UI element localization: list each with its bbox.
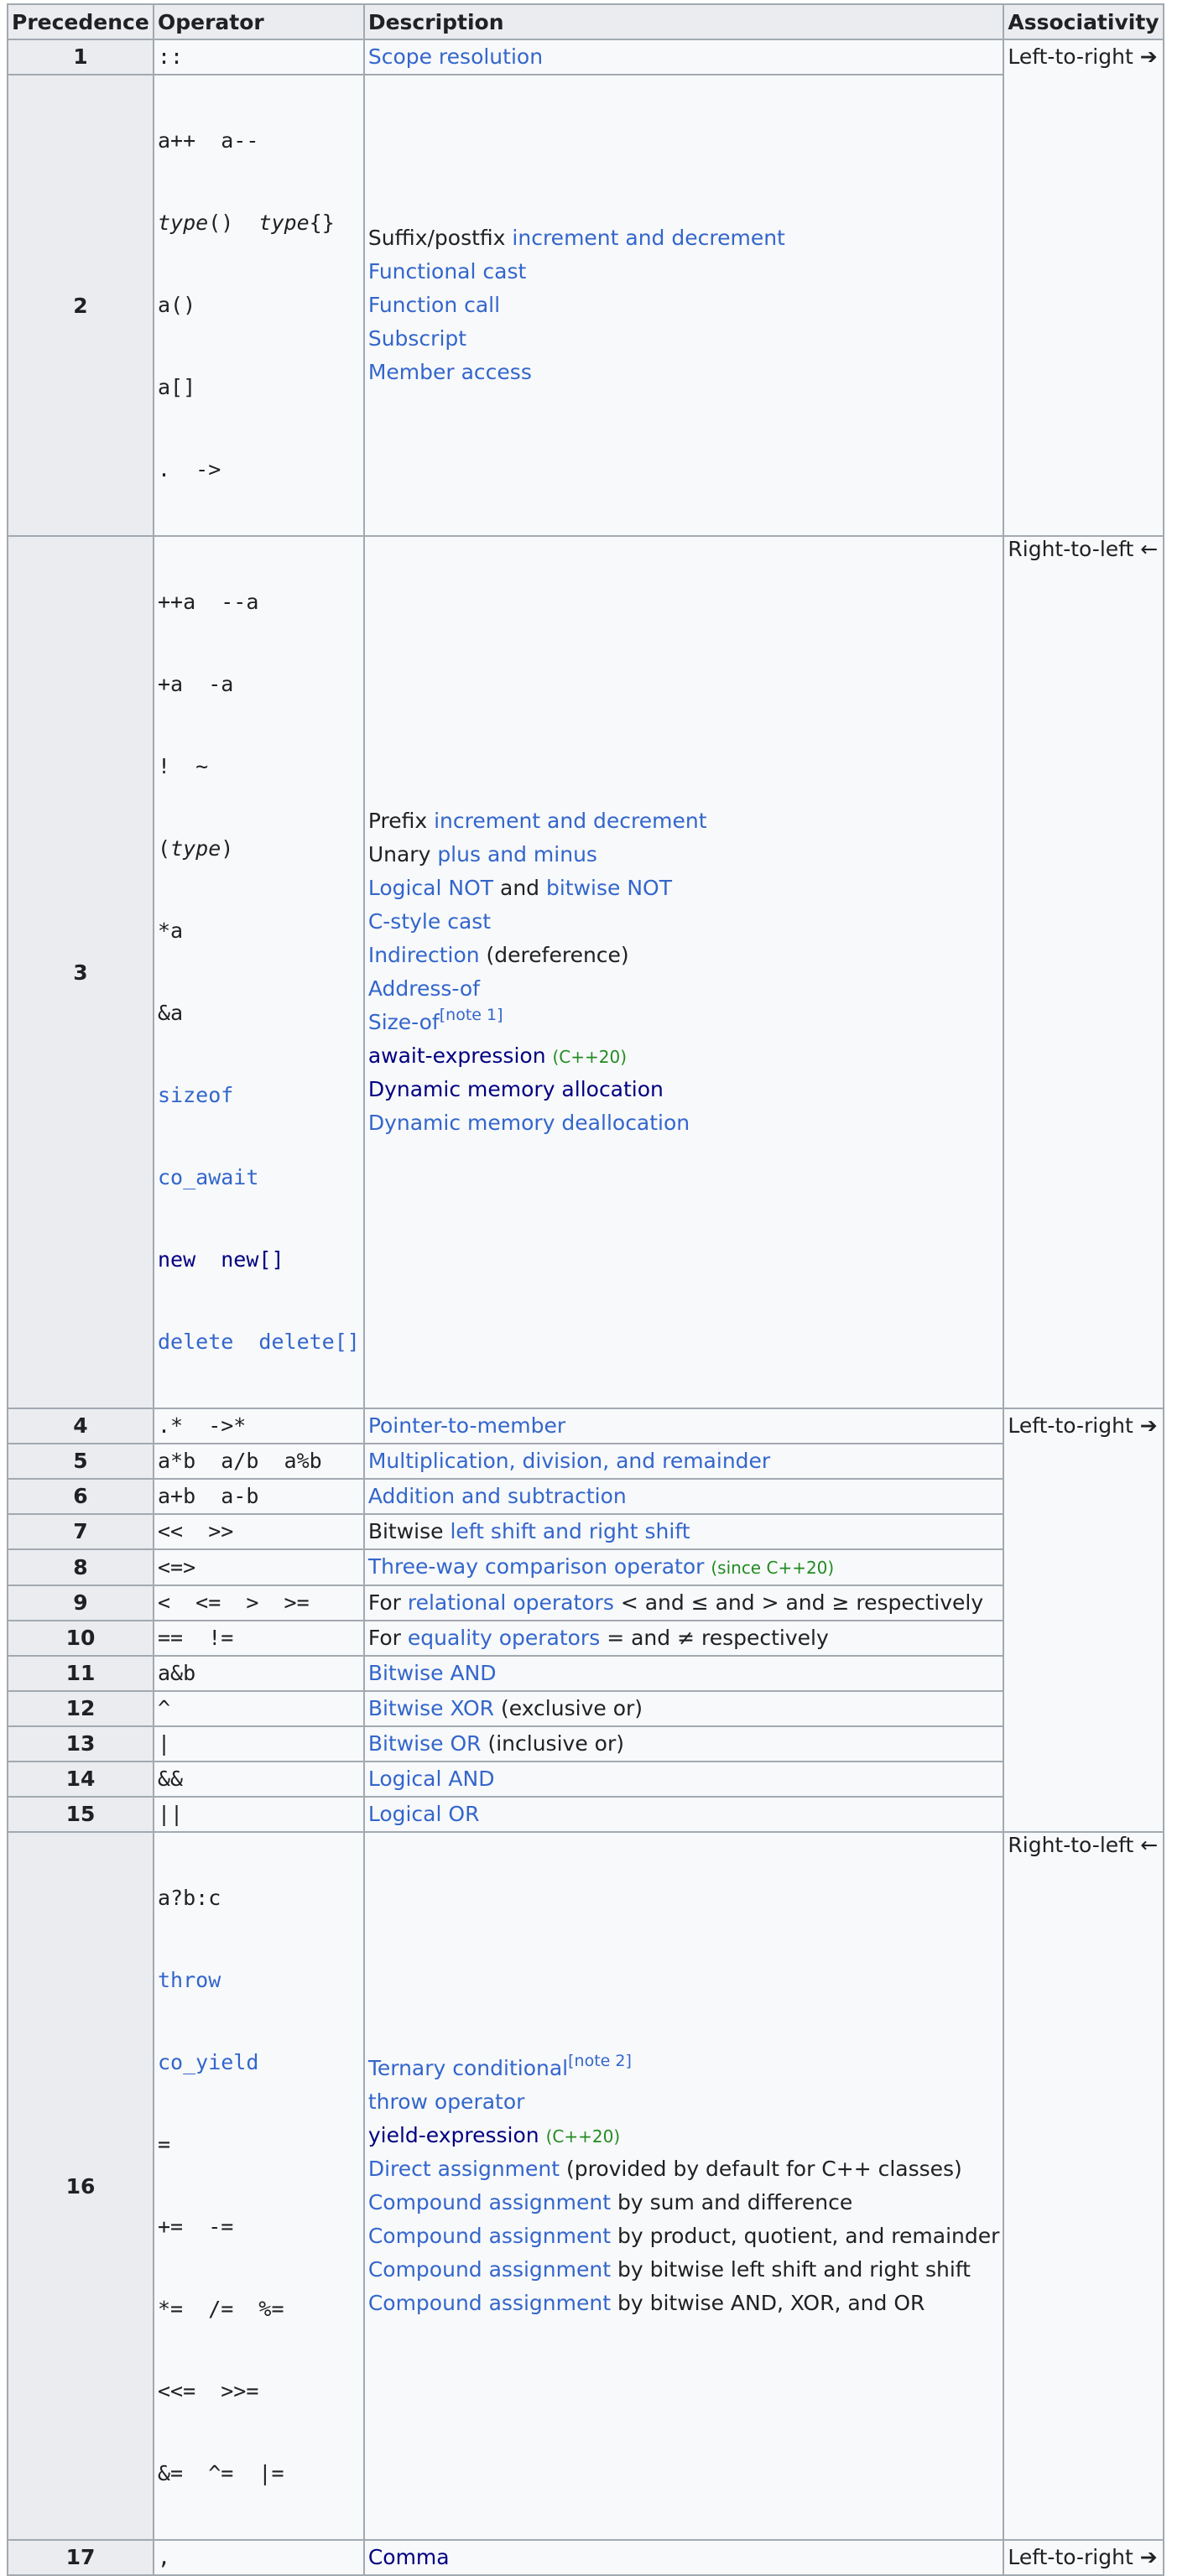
table-row xyxy=(8,1832,1164,2540)
precedence-cell: 6 xyxy=(8,1479,154,1514)
operator-cell xyxy=(154,1832,364,2540)
operator-text: . -> xyxy=(158,457,221,481)
operator-cell: && xyxy=(154,1762,364,1797)
operator-cell xyxy=(154,39,364,75)
header-row xyxy=(8,4,1164,39)
precedence-cell: 3 xyxy=(8,536,154,1408)
operator-cell xyxy=(154,536,364,1408)
operator-cell: < <= > >= xyxy=(154,1585,364,1621)
operator-precedence-table xyxy=(7,3,1164,2576)
description-line xyxy=(368,289,1000,322)
description-cell xyxy=(364,1762,1004,1797)
description-cell xyxy=(364,1797,1004,1832)
precedence-cell: 2 xyxy=(8,75,154,536)
description-line: Compound assignment by bitwise left shift and right shift xyxy=(367,2257,971,2282)
description-link[interactable]: increment and decrement xyxy=(512,226,785,250)
precedence-cell: 8 xyxy=(8,1549,154,1585)
description-link[interactable]: Direct assignment xyxy=(367,2157,560,2181)
precedence-cell: 15 xyxy=(8,1797,154,1832)
description-cell: Bitwise left shift and right shift xyxy=(364,1514,1004,1549)
operator-text xyxy=(158,1243,360,1277)
associativity-cell: Left-to-right ➔ xyxy=(1003,1408,1163,1832)
description-link[interactable]: yield-expression xyxy=(367,2123,539,2147)
precedence-cell: 11 xyxy=(8,1656,154,1691)
co-yield-keyword-link[interactable]: co_yield xyxy=(158,2050,259,2074)
description-cell xyxy=(364,39,1004,75)
description-link[interactable]: relational operators xyxy=(407,1590,614,1615)
associativity-cell: Right-to-left ← xyxy=(1003,536,1163,1408)
table-row xyxy=(8,1656,1164,1691)
description-link[interactable]: equality operators xyxy=(407,1626,601,1650)
table-row xyxy=(8,1797,1164,1832)
description-line: Compound assignment by bitwise AND, XOR, and OR xyxy=(367,2291,925,2315)
associativity-cell: Left-to-right ➔ xyxy=(1003,2540,1163,2575)
description-line xyxy=(368,1073,1000,1106)
operator-cell xyxy=(154,75,364,536)
operator-cell: .* ->* xyxy=(154,1408,364,1444)
precedence-cell: 5 xyxy=(8,1444,154,1479)
description-line xyxy=(368,1006,1000,1039)
operator-text: a++ a-- xyxy=(158,128,259,153)
description-link[interactable]: Ternary conditional xyxy=(367,2056,569,2080)
operator-text: ++a --a xyxy=(158,590,259,614)
description-cell: For relational operators < and ≤ and > and ≥ respectively xyxy=(364,1585,1004,1621)
operator-text: (type) xyxy=(158,836,234,861)
table-row xyxy=(8,536,1164,1408)
description-link[interactable]: Subscript xyxy=(367,326,467,351)
description-link[interactable]: await-expression xyxy=(367,1043,546,1068)
operator-text: *= /= %= xyxy=(158,2297,284,2321)
header-associativity: Associativity xyxy=(1003,4,1163,39)
delete-keyword-link[interactable]: delete delete[] xyxy=(158,1330,360,1354)
description-link[interactable]: Functional cast xyxy=(367,259,527,284)
precedence-cell: 1 xyxy=(8,39,154,75)
operator-cell: , xyxy=(154,2540,364,2575)
description-line: Indirection (dereference) xyxy=(367,943,629,967)
operator-cell: a&b xyxy=(154,1656,364,1691)
description-line xyxy=(368,2052,1000,2085)
description-line: Prefix increment and decrement xyxy=(367,809,707,833)
new-keyword-link[interactable]: new new[] xyxy=(158,1247,284,1272)
operator-text: = xyxy=(158,2132,171,2157)
description-link[interactable]: left shift and right shift xyxy=(450,1519,690,1543)
description-line: Compound assignment by sum and difference xyxy=(367,2190,853,2214)
description-line xyxy=(368,905,1000,939)
precedence-cell: 10 xyxy=(8,1621,154,1656)
operator-cell: | xyxy=(154,1726,364,1762)
description-link[interactable]: Member access xyxy=(367,360,532,384)
associativity-cell: Left-to-right ➔ xyxy=(1003,39,1163,536)
table-row xyxy=(8,1762,1164,1797)
operator-text: <<= >>= xyxy=(158,2379,259,2403)
description-link[interactable]: Bitwise XOR xyxy=(367,1696,495,1720)
table-row xyxy=(8,75,1164,536)
operator-cell: <=> xyxy=(154,1549,364,1585)
description-link[interactable]: Address-of xyxy=(367,976,480,1001)
operator-cell: << >> xyxy=(154,1514,364,1549)
description-link[interactable]: Multiplication, division, and remainder xyxy=(367,1449,771,1473)
description-link[interactable]: Dynamic memory deallocation xyxy=(367,1111,690,1135)
description-cell xyxy=(364,2540,1004,2575)
description-line xyxy=(368,1039,1000,1073)
precedence-cell: 7 xyxy=(8,1514,154,1549)
associativity-cell: Right-to-left ← xyxy=(1003,1832,1163,2540)
operator-text: :: xyxy=(158,44,184,69)
precedence-cell: 14 xyxy=(8,1762,154,1797)
description-line xyxy=(368,2085,1000,2119)
description-cell xyxy=(364,1656,1004,1691)
description-link[interactable]: C-style cast xyxy=(367,909,492,934)
description-line xyxy=(368,255,1000,289)
description-link[interactable]: Indirection xyxy=(367,943,480,967)
description-line: Logical NOT and bitwise NOT xyxy=(367,876,672,900)
description-line xyxy=(368,1106,1000,1140)
description-link[interactable]: Pointer-to-member xyxy=(367,1413,566,1438)
description-line xyxy=(368,2119,1000,2152)
description-link[interactable]: plus and minus xyxy=(437,842,597,866)
note-2-reference[interactable]: [note 2] xyxy=(568,2052,632,2070)
description-cell xyxy=(364,1444,1004,1479)
table-row xyxy=(8,39,1164,75)
precedence-cell: 17 xyxy=(8,2540,154,2575)
description-link[interactable]: increment and decrement xyxy=(434,809,707,833)
operator-text xyxy=(158,2046,360,2079)
operator-text: a() xyxy=(158,293,196,317)
header-operator: Operator xyxy=(154,4,364,39)
description-link[interactable]: Logical NOT xyxy=(367,876,494,900)
table-row xyxy=(8,2540,1164,2575)
description-cell xyxy=(364,1832,1004,2540)
description-line: Suffix/postfix increment and decrement xyxy=(367,226,785,250)
operator-text: &= ^= |= xyxy=(158,2461,284,2485)
description-link[interactable]: bitwise NOT xyxy=(545,876,672,900)
description-link[interactable]: Addition and subtraction xyxy=(367,1484,627,1508)
throw-keyword-link[interactable]: throw xyxy=(158,1968,221,1992)
description-cell xyxy=(364,75,1004,536)
operator-text: type() type{} xyxy=(158,211,335,235)
operator-text xyxy=(158,1079,360,1112)
precedence-cell: 4 xyxy=(8,1408,154,1444)
description-link[interactable]: Scope resolution xyxy=(367,44,544,69)
description-line: Unary plus and minus xyxy=(367,842,597,866)
description-cell: For equality operators = and ≠ respectively xyxy=(364,1621,1004,1656)
table-row xyxy=(8,1585,1164,1621)
description-cell xyxy=(364,1549,1004,1585)
description-line xyxy=(368,322,1000,356)
description-line: Direct assignment (provided by default for C++ classes) xyxy=(367,2157,962,2181)
operator-cell: == != xyxy=(154,1621,364,1656)
operator-text xyxy=(158,1325,360,1359)
operator-cell: || xyxy=(154,1797,364,1832)
precedence-cell: 12 xyxy=(8,1691,154,1726)
description-link[interactable]: Compound assignment xyxy=(367,2224,612,2248)
description-line xyxy=(368,972,1000,1006)
description-link[interactable]: Compound assignment xyxy=(367,2257,612,2282)
description-link[interactable]: Compound assignment xyxy=(367,2190,612,2214)
table-row xyxy=(8,1621,1164,1656)
description-link[interactable]: Bitwise OR xyxy=(367,1731,482,1756)
table-row xyxy=(8,1691,1164,1726)
version-badge: (C++20) xyxy=(552,1047,628,1067)
table-row xyxy=(8,1408,1164,1444)
operator-text: a?b:c xyxy=(158,1886,221,1910)
operator-cell: a*b a/b a%b xyxy=(154,1444,364,1479)
description-line xyxy=(368,356,1000,389)
description-link[interactable]: Compound assignment xyxy=(367,2291,612,2315)
description-link[interactable]: Size-of xyxy=(367,1010,440,1034)
operator-cell: ^ xyxy=(154,1691,364,1726)
header-precedence: Precedence xyxy=(8,4,154,39)
operator-text: a[] xyxy=(158,375,196,399)
description-link[interactable]: Comma xyxy=(367,2545,450,2569)
operator-text xyxy=(158,1964,360,1997)
description-cell: Bitwise XOR (exclusive or) xyxy=(364,1691,1004,1726)
version-badge: (C++20) xyxy=(545,2126,621,2147)
table-row xyxy=(8,1514,1164,1549)
co-await-keyword-link[interactable]: co_await xyxy=(158,1165,259,1189)
description-link[interactable]: Function call xyxy=(367,293,501,317)
description-cell xyxy=(364,1479,1004,1514)
note-1-reference[interactable]: [note 1] xyxy=(439,1006,503,1024)
description-cell xyxy=(364,1408,1004,1444)
operator-text xyxy=(158,1161,360,1194)
description-link[interactable]: Dynamic memory allocation xyxy=(367,1077,664,1101)
version-badge: (since C++20) xyxy=(711,1558,835,1578)
table-row xyxy=(8,1549,1164,1585)
table-row xyxy=(8,1726,1164,1762)
description-link[interactable]: Three-way comparison operator xyxy=(367,1554,705,1579)
description-link[interactable]: Logical OR xyxy=(367,1802,480,1826)
operator-text: ! ~ xyxy=(158,754,209,778)
header-description: Description xyxy=(364,4,1004,39)
operator-text: += -= xyxy=(158,2214,234,2239)
table-row xyxy=(8,1444,1164,1479)
sizeof-keyword-link[interactable]: sizeof xyxy=(158,1083,234,1107)
precedence-cell: 16 xyxy=(8,1832,154,2540)
precedence-cell: 9 xyxy=(8,1585,154,1621)
table-row xyxy=(8,1479,1164,1514)
operator-text: +a -a xyxy=(158,672,234,696)
precedence-cell: 13 xyxy=(8,1726,154,1762)
operator-text: *a xyxy=(158,919,184,943)
description-cell: Bitwise OR (inclusive or) xyxy=(364,1726,1004,1762)
description-cell xyxy=(364,536,1004,1408)
description-link[interactable]: Bitwise AND xyxy=(367,1661,497,1685)
operator-cell: a+b a-b xyxy=(154,1479,364,1514)
description-link[interactable]: Logical AND xyxy=(367,1767,495,1791)
description-line: Compound assignment by product, quotient, and remainder xyxy=(367,2224,1000,2248)
description-link[interactable]: throw operator xyxy=(367,2089,525,2114)
operator-text: &a xyxy=(158,1001,184,1025)
